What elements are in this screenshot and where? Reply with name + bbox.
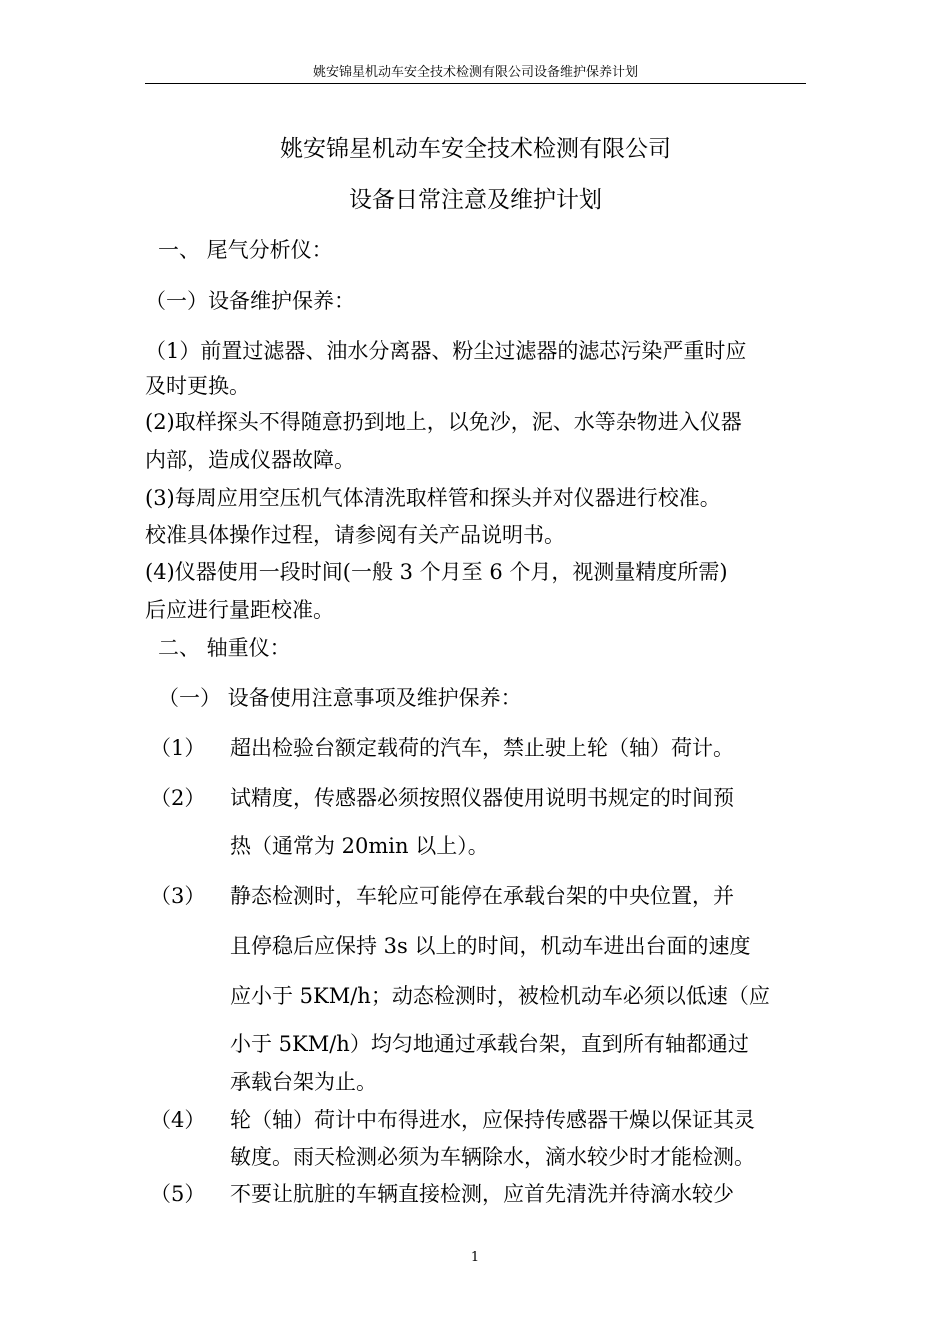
s2-item4-line1: 轮（轴）荷计中布得进水，应保持传感器干燥以保证其灵 <box>230 1108 755 1132</box>
document-title: 设备日常注意及维护计划 <box>349 187 602 213</box>
s2-item4-number: （4） <box>150 1108 206 1132</box>
s2-item3-line5: 承载台架为止。 <box>230 1070 377 1094</box>
s2-item3-line2: 且停稳后应保持 3s 以上的时间，机动车进出台面的速度 <box>230 934 751 958</box>
s1-item2-line2: 内部，造成仪器故障。 <box>145 448 355 472</box>
s2-item2-number: （2） <box>150 786 206 810</box>
s1-item4-line1: (4)仪器使用一段时间(一般 3 个月至 6 个月，视测量精度所需) <box>145 560 728 584</box>
s2-item3-line4: 小于 5KM/h）均匀地通过承载台架，直到所有轴都通过 <box>230 1032 749 1056</box>
section1-subheading: （一）设备维护保养： <box>145 289 355 313</box>
running-header: 姚安锦星机动车安全技术检测有限公司设备维护保养计划 <box>312 65 638 80</box>
s2-item1-number: （1） <box>150 736 206 760</box>
s1-item2-line1: (2)取样探头不得随意扔到地上，以免沙，泥、水等杂物进入仪器 <box>145 410 742 434</box>
section1-heading: 一、 尾气分析仪： <box>158 238 333 262</box>
s1-item3-line1: (3)每周应用空压机气体清洗取样管和探头并对仪器进行校准。 <box>145 486 721 510</box>
s2-item4-line2: 敏度。雨天检测必须为车辆除水，滴水较少时才能检测。 <box>230 1145 755 1169</box>
section2-subheading: （一） 设备使用注意事项及维护保养： <box>158 686 522 710</box>
s2-item5-number: （5） <box>150 1182 206 1206</box>
s2-item2-line1: 试精度，传感器必须按照仪器使用说明书规定的时间预 <box>230 786 734 810</box>
s2-item3-line3: 应小于 5KM/h；动态检测时，被检机动车必须以低速（应 <box>230 984 770 1008</box>
page-number: 1 <box>470 1250 480 1265</box>
company-title: 姚安锦星机动车安全技术检测有限公司 <box>280 136 671 162</box>
s1-item1-line1: （1）前置过滤器、油水分离器、粉尘过滤器的滤芯污染严重时应 <box>145 339 747 363</box>
s2-item2-line2: 热（通常为 20min 以上）。 <box>230 834 489 858</box>
s1-item4-line2: 后应进行量距校准。 <box>145 598 334 622</box>
s1-item1-line2: 及时更换。 <box>145 374 250 398</box>
s2-item1-line1: 超出检验台额定载荷的汽车，禁止驶上轮（轴）荷计。 <box>230 736 734 760</box>
section2-heading: 二、 轴重仪： <box>158 636 291 660</box>
s1-item3-line2: 校准具体操作过程，请参阅有关产品说明书。 <box>145 523 565 547</box>
header-rule <box>145 83 806 84</box>
s2-item3-number: （3） <box>150 884 206 908</box>
s2-item3-line1: 静态检测时，车轮应可能停在承载台架的中央位置，并 <box>230 884 734 908</box>
s2-item5-line1: 不要让肮脏的车辆直接检测，应首先清洗并待滴水较少 <box>230 1182 734 1206</box>
